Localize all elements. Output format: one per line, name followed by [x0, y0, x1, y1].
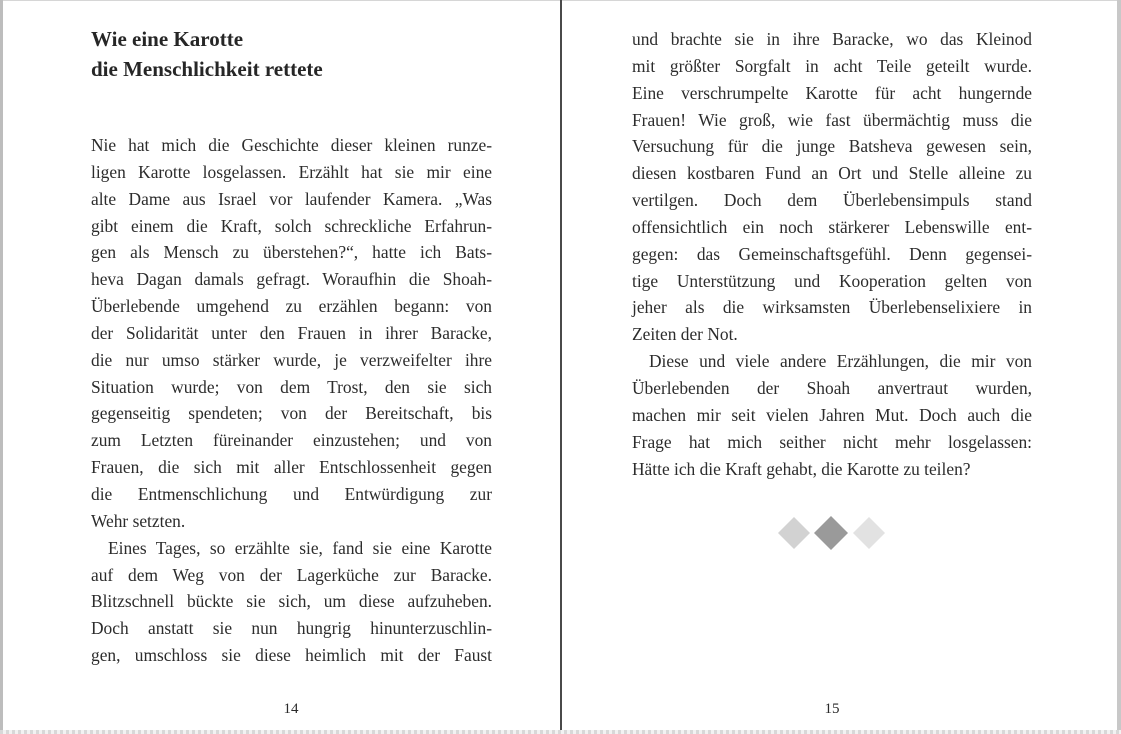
- text-line: Überlebende umgehend zu erzählen begann: von: [91, 296, 492, 317]
- text-line: tige Unterstützung und Kooperation gelten von: [632, 270, 1032, 291]
- text-line: Blitzschnell bückte sie sich, um diese aufzuheben.: [91, 591, 492, 612]
- text-line: vertilgen. Doch dem Überlebensimpuls stand: [632, 190, 1032, 211]
- diamond-right-icon: [853, 517, 885, 549]
- text-line: Frage hat mich seither nicht mehr losgelassen:: [632, 431, 1032, 452]
- text-line: Situation wurde; von dem Trost, den sie sich: [91, 376, 492, 397]
- three-diamonds-ornament-icon: [777, 515, 887, 551]
- text-line: mit größter Sorgfalt in acht Teile geteilt wurde.: [632, 55, 1032, 76]
- text-line: Frauen, die sich mit aller Entschlossenheit gegen: [91, 457, 492, 478]
- text-line: gegen: das Gemeinschaftsgefühl. Denn gegensei-: [632, 243, 1032, 264]
- diamond-center-icon: [814, 516, 848, 550]
- text-line: machen mir seit vielen Jahren Mut. Doch auch die: [632, 404, 1032, 425]
- text-line: diesen kostbaren Fund an Ort und Stelle alleine zu: [632, 163, 1032, 184]
- right-page: [562, 0, 1117, 734]
- chapter-title-line: die Menschlichkeit rettete: [91, 57, 323, 81]
- text-line: die Entmenschlichung und Entwürdigung zur: [91, 483, 492, 504]
- text-line: Zeiten der Not.: [632, 324, 738, 345]
- left-body-text: [91, 132, 492, 669]
- text-line: Diese und viele andere Erzählungen, die mir von: [649, 351, 1032, 372]
- text-line: gen, umschloss sie diese heimlich mit der Faust: [91, 645, 492, 666]
- text-line: heva Dagan damals gefragt. Woraufhin die Shoah-: [91, 269, 492, 290]
- text-line: Wehr setzten.: [91, 510, 186, 531]
- text-line: gen als Mensch zu überstehen?“, hatte ich Bats-: [91, 242, 492, 263]
- page-number: 14: [283, 701, 299, 717]
- text-line: gegenseitig spendeten; von der Bereitschaft, bis: [91, 403, 492, 424]
- text-line: Eines Tages, so erzählte sie, fand sie eine Karotte: [108, 537, 492, 558]
- text-line: offensichtlich ein noch stärkerer Lebenswille ent-: [632, 216, 1032, 237]
- right-body-text: [632, 26, 1032, 482]
- window-right-edge: [1117, 0, 1121, 734]
- text-line: und brachte sie in ihre Baracke, wo das Kleinod: [632, 29, 1032, 49]
- diamond-left-icon: [778, 517, 810, 549]
- text-line: gibt einem die Kraft, solch schreckliche Erfahrun-: [91, 215, 492, 236]
- text-line: die nur umso stärker wurde, je verzweifelter ihre: [91, 349, 492, 370]
- text-line: alte Dame aus Israel vor laufender Kamera. „Was: [91, 188, 492, 209]
- text-line: der Solidarität unter den Frauen in ihrer Baracke,: [91, 322, 492, 343]
- text-line: jeher als die wirksamsten Überlebenselixiere in: [632, 297, 1032, 318]
- left-page: [3, 0, 560, 734]
- text-line: Frauen! Wie groß, wie fast übermächtig muss die: [632, 109, 1032, 130]
- text-line: Hätte ich die Kraft gehabt, die Karotte zu teilen?: [632, 458, 971, 479]
- text-line: zum Letzten füreinander einzustehen; und von: [91, 430, 492, 451]
- page-number: 15: [824, 701, 840, 717]
- text-line: Nie hat mich die Geschichte dieser kleinen runze-: [91, 135, 492, 155]
- chapter-title: [91, 24, 511, 84]
- text-line: auf dem Weg von der Lagerküche zur Baracke.: [91, 564, 492, 585]
- text-line: Überlebenden der Shoah anvertraut wurden,: [632, 377, 1032, 398]
- text-line: Eine verschrumpelte Karotte für acht hungernde: [632, 82, 1032, 103]
- chapter-title-line: Wie eine Karotte: [91, 27, 244, 51]
- text-line: Versuchung für die junge Batsheva gewesen sein,: [632, 136, 1032, 157]
- text-line: ligen Karotte losgelassen. Erzählt hat sie mir eine: [91, 161, 492, 182]
- text-line: Doch anstatt sie nun hungrig hinunterzuschlin-: [91, 618, 492, 639]
- page-bottom-edge: [0, 730, 1121, 734]
